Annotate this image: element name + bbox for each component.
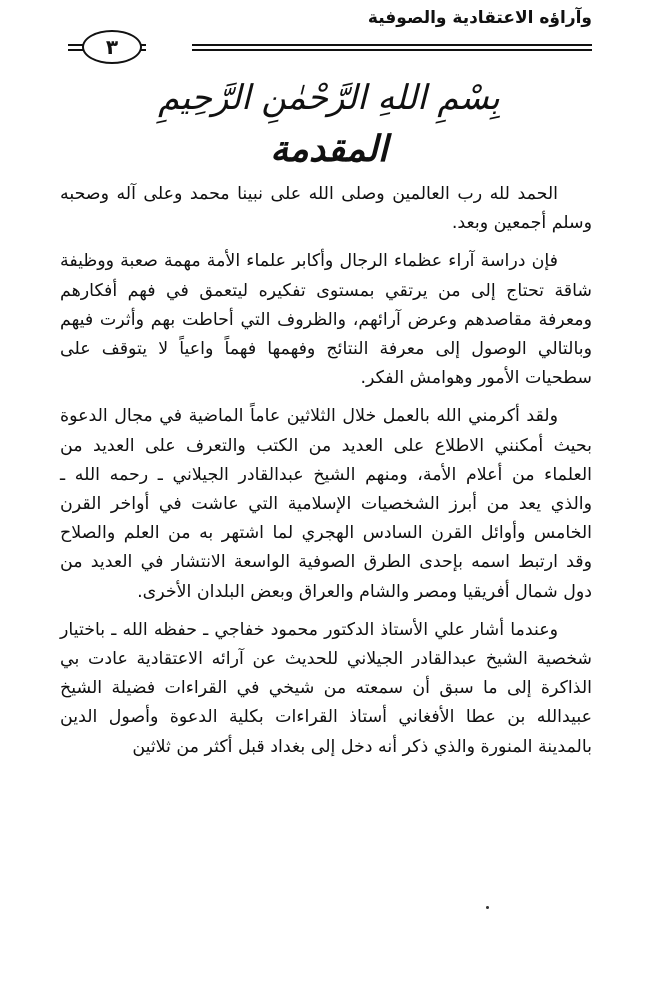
paragraph-1: الحمد لله رب العالمين وصلى الله على نبينا محمد وعلى آله وصحبه وسلم أجمعين وبعد. — [60, 184, 592, 234]
header-rule-right-top — [192, 44, 592, 46]
body-text — [60, 180, 592, 771]
paragraph-2: فإن دراسة آراء عظماء الرجال وأكابر علماء الأمة مهمة صعبة ووظيفة شاقة تحتاج إلى من يرتقي بمستوى تفكيره ليتعمق في فهم أفكارهم ومعرفة مقاصدهم وعرض آرائهم، والظروف التي أحاطت بهم وأثرت فيهم وبالتالي الوصول إلى معرفة النتائج وفهمها فهماً واعياً لا يتوقف على سطحيات الأمور وهوامش الفكر. — [60, 251, 592, 389]
paragraph-4: وعندما أشار علي الأستاذ الدكتور محمود خفاجي ـ حفظه الله ـ باختيار شخصية الشيخ عبدالقادر الجيلاني للحديث عن آرائه الاعتقادية عادت بي الذاكرة إلى ما سبق أن سمعته من شيخي في القراءات فضيلة الشيخ عبيدالله بن عطا الأفغاني أستاذ القراءات بكلية الدعوة وأصول الدين بالمدينة المنورة والذي ذكر أنه دخل إلى بغداد قبل أكثر من ثلاثين — [60, 619, 592, 757]
header-rule — [68, 42, 592, 52]
paragraph-3: ولقد أكرمني الله بالعمل خلال الثلاثين عاماً الماضية في مجال الدعوة بحيث أمكنني الاطلاع على العديد من الكتب والتعرف على العديد من العلماء من أعلام الأمة، ومنهم الشيخ عبدالقادر الجيلاني ـ رحمه الله ـ والذي يعد من أبرز الشخصيات الإسلامية التي عاشت في أواخر القرن الخامس وأوائل القرن السادس الهجري لما اشتهر به من العلم والصلاح وقد ارتبط اسمه بإحدى الطرق الصوفية الواسعة الانتشار في العديد من دول شمال أفريقيا ومصر والشام والعراق وبعض البلدان الأخرى. — [60, 406, 592, 602]
page-number: ٣ — [82, 30, 142, 64]
basmala-heading: بِسْمِ اللهِ الرَّحْمٰنِ الرَّحِيمِ — [158, 78, 500, 118]
header-rule-right-bottom — [192, 49, 592, 51]
running-title: وآراؤه الاعتقادية والصوفية — [367, 8, 592, 28]
introduction-title: المقدمة — [270, 128, 388, 170]
ink-speck — [486, 906, 489, 909]
